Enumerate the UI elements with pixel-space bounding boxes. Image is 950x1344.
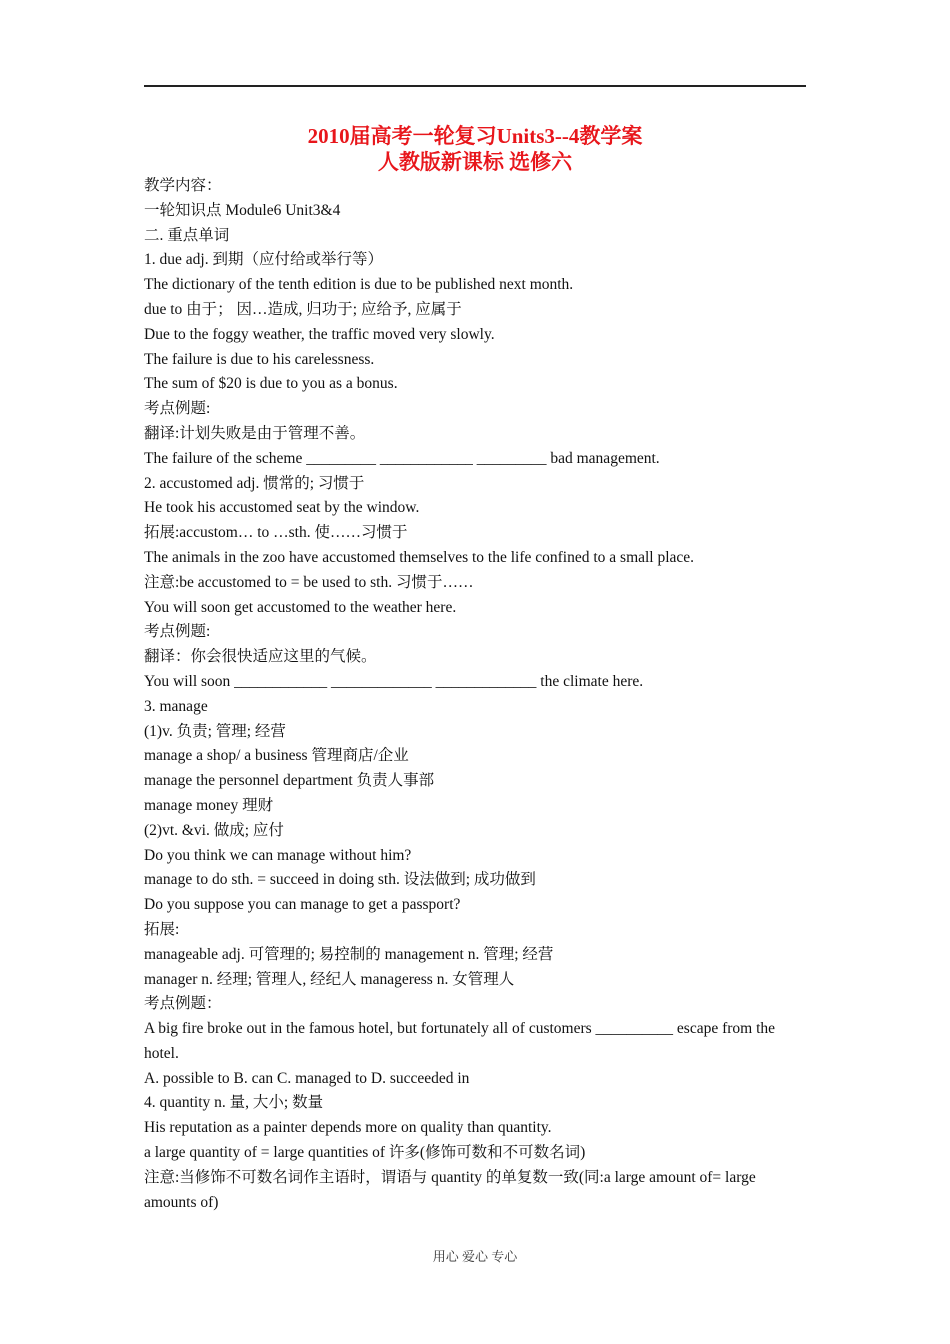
document-body [144, 174, 806, 1215]
text-line-l30: Do you suppose you can manage to get a passport? [144, 896, 461, 914]
text-line-l26: manage money 理财 [144, 796, 274, 814]
text-line-l38: His reputation as a painter depends more on quality than quantity. [144, 1119, 552, 1137]
text-line-l02: 一轮知识点 Module6 Unit3&4 [144, 201, 341, 219]
text-line-l08: The failure is due to his carelessness. [144, 350, 375, 368]
text-line-l14: He took his accustomed seat by the window. [144, 499, 420, 517]
text-line-l28: Do you think we can manage without him? [144, 846, 412, 864]
text-line-l12: The failure of the scheme _________ ____________ _________ bad management. [144, 449, 660, 467]
text-line-l09: The sum of $20 is due to you as a bonus. [144, 375, 398, 393]
text-line-l16: The animals in the zoo have accustomed themselves to the life confined to a small place. [144, 548, 695, 566]
text-line-l06: due to 由于； 因…造成, 归功于; 应给予, 应属于 [144, 300, 462, 318]
text-line-l13: 2. accustomed adj. 惯常的; 习惯于 [144, 474, 365, 492]
text-line-l24: manage a shop/ a business 管理商店/企业 [144, 747, 409, 765]
text-line-l32: manageable adj. 可管理的; 易控制的 management n. 管理; 经营 [144, 945, 554, 963]
text-line-l20: 翻译：你会很快适应这里的气候。 [144, 648, 377, 666]
text-line-l35: A big fire broke out in the famous hotel, but fortunately all of customers __________ escape from the hotel. [144, 1020, 776, 1062]
text-line-l19: 考点例题: [144, 623, 211, 641]
text-line-l07: Due to the foggy weather, the traffic moved very slowly. [144, 325, 495, 343]
text-line-l33: manager n. 经理; 管理人, 经纪人 manageress n. 女管理人 [144, 970, 515, 988]
text-line-l29: manage to do sth. = succeed in doing sth. 设法做到; 成功做到 [144, 871, 536, 889]
text-line-l27: (2)vt. &vi. 做成; 应付 [144, 821, 284, 839]
text-line-l15: 拓展:accustom… to …sth. 使……习惯于 [144, 524, 408, 542]
header-rule [144, 85, 806, 87]
text-line-l10: 考点例题: [144, 400, 211, 418]
text-line-l17: 注意:be accustomed to = be used to sth. 习惯于…… [144, 573, 474, 591]
text-line-l11: 翻译:计划失败是由于管理不善。 [144, 424, 366, 442]
text-line-l25: manage the personnel department 负责人事部 [144, 772, 435, 790]
text-line-l34: 考点例题： [144, 995, 222, 1013]
text-line-l31: 拓展: [144, 920, 180, 938]
text-line-l03: 二. 重点单词 [144, 226, 230, 244]
text-line-l01: 教学内容： [144, 177, 222, 194]
text-line-l22: 3. manage [144, 697, 208, 715]
document-title: 2010届高考一轮复习Units3--4教学案 [307, 124, 643, 148]
document-subtitle: 人教版新课标 选修六 [377, 150, 573, 174]
text-line-l37: 4. quantity n. 量, 大小; 数量 [144, 1094, 324, 1112]
text-line-l40: 注意:当修饰不可数名词作主语时，谓语与 quantity 的单复数一致(同:a large amount of= large amounts of) [144, 1168, 756, 1211]
text-line-l39: a large quantity of = large quantities of 许多(修饰可数和不可数名词) [144, 1144, 586, 1162]
text-line-l21: You will soon ____________ _____________ _____________ the climate here. [144, 672, 644, 690]
text-line-l05: The dictionary of the tenth edition is due to be published next month. [144, 276, 574, 294]
page-footer: 用心 爱心 专心 [432, 1249, 518, 1264]
text-line-l04: 1. due adj. 到期（应付给或举行等） [144, 251, 383, 269]
text-line-l36: A. possible to B. can C. managed to D. succeeded in [144, 1069, 470, 1087]
text-line-l18: You will soon get accustomed to the weather here. [144, 598, 457, 616]
text-line-l23: (1)v. 负责; 管理; 经营 [144, 722, 286, 740]
